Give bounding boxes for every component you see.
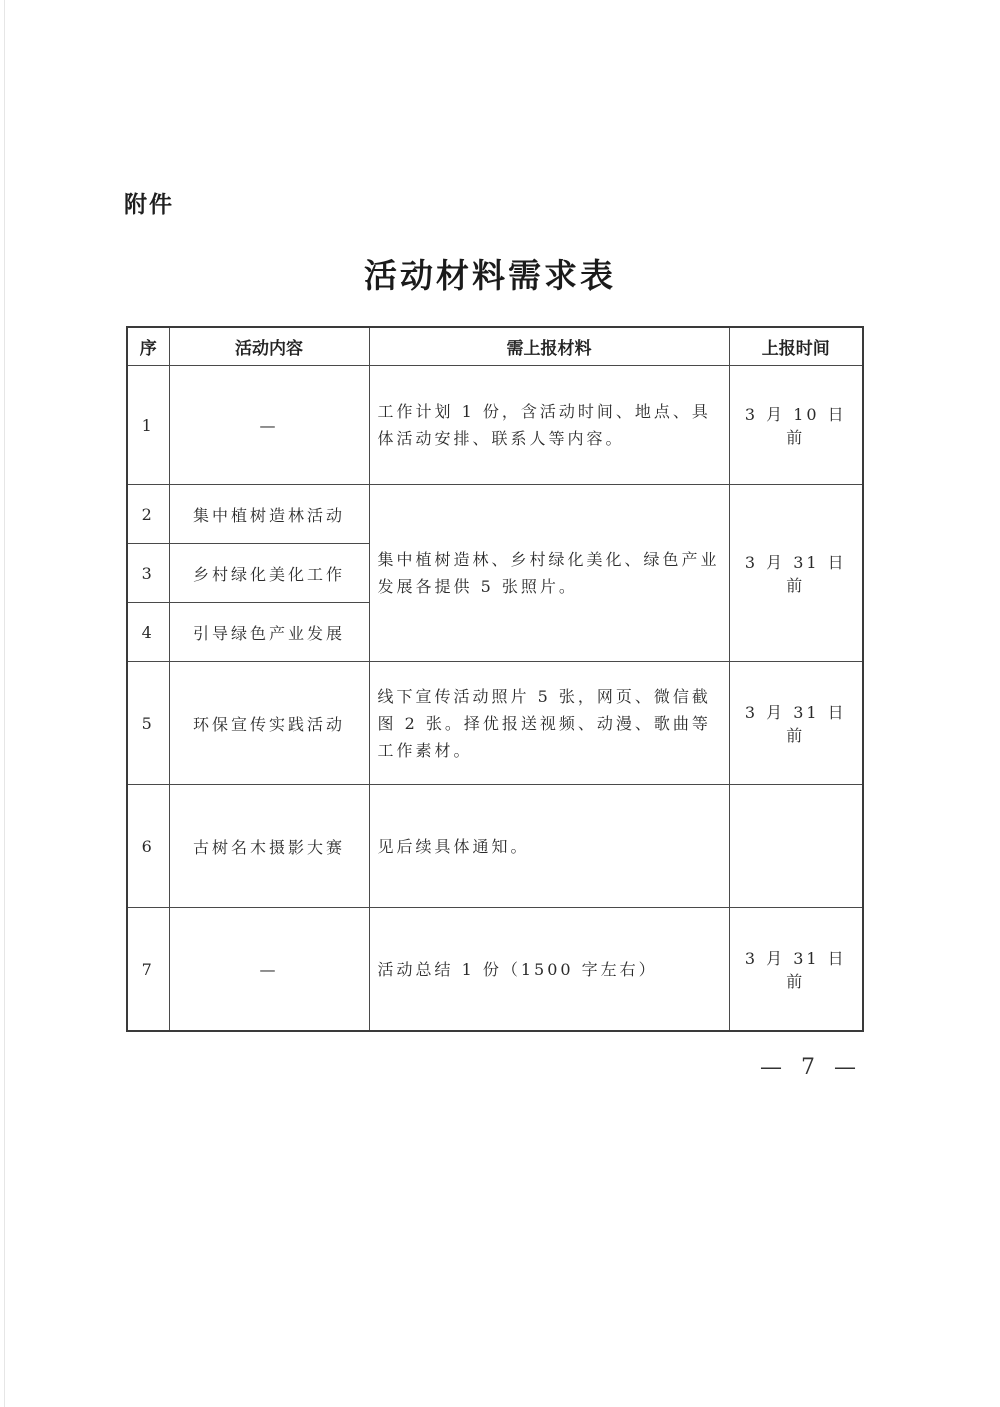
table-row bbox=[127, 908, 863, 1032]
row-activity: 引导绿色产业发展 bbox=[169, 603, 369, 662]
row-materials: 线下宣传活动照片 5 张，网页、微信截图 2 张。择优报送视频、动漫、歌曲等工作素材。 bbox=[369, 662, 729, 785]
group-materials: 集中植树造林、乡村绿化美化、绿色产业发展各提供 5 张照片。 bbox=[369, 485, 729, 662]
row-activity: — bbox=[169, 366, 369, 485]
column-header-materials: 需上报材料 bbox=[369, 327, 729, 366]
row-index: 6 bbox=[127, 785, 169, 908]
row-materials: 见后续具体通知。 bbox=[369, 785, 729, 908]
row-index: 1 bbox=[127, 366, 169, 485]
table-row bbox=[127, 662, 863, 785]
table-row bbox=[127, 785, 863, 908]
row-deadline: 3 月 10 日前 bbox=[729, 366, 863, 485]
requirements-table bbox=[126, 326, 864, 1032]
page-edge bbox=[4, 0, 5, 1407]
row-deadline: 3 月 31 日前 bbox=[729, 662, 863, 785]
row-index: 2 bbox=[127, 485, 169, 544]
table-header-row bbox=[127, 327, 863, 366]
row-activity: — bbox=[169, 908, 369, 1032]
row-activity: 乡村绿化美化工作 bbox=[169, 544, 369, 603]
row-index: 3 bbox=[127, 544, 169, 603]
row-deadline: 3 月 31 日前 bbox=[729, 908, 863, 1032]
row-index: 4 bbox=[127, 603, 169, 662]
column-header-index: 序 bbox=[127, 327, 169, 366]
attachment-label: 附件 bbox=[124, 192, 174, 218]
table-row bbox=[127, 366, 863, 485]
row-activity: 环保宣传实践活动 bbox=[169, 662, 369, 785]
document-title: 活动材料需求表 bbox=[364, 256, 616, 295]
column-header-deadline: 上报时间 bbox=[729, 327, 863, 366]
row-index: 5 bbox=[127, 662, 169, 785]
column-header-activity: 活动内容 bbox=[169, 327, 369, 366]
group-deadline: 3 月 31 日前 bbox=[729, 485, 863, 662]
row-index: 7 bbox=[127, 908, 169, 1032]
row-deadline bbox=[729, 785, 863, 908]
row-materials: 活动总结 1 份（1500 字左右） bbox=[369, 908, 729, 1032]
row-activity: 集中植树造林活动 bbox=[169, 485, 369, 544]
table-row bbox=[127, 485, 863, 544]
row-materials: 工作计划 1 份，含活动时间、地点、具体活动安排、联系人等内容。 bbox=[369, 366, 729, 485]
row-activity: 古树名木摄影大赛 bbox=[169, 785, 369, 908]
page-number: — 7 — bbox=[760, 1055, 862, 1080]
